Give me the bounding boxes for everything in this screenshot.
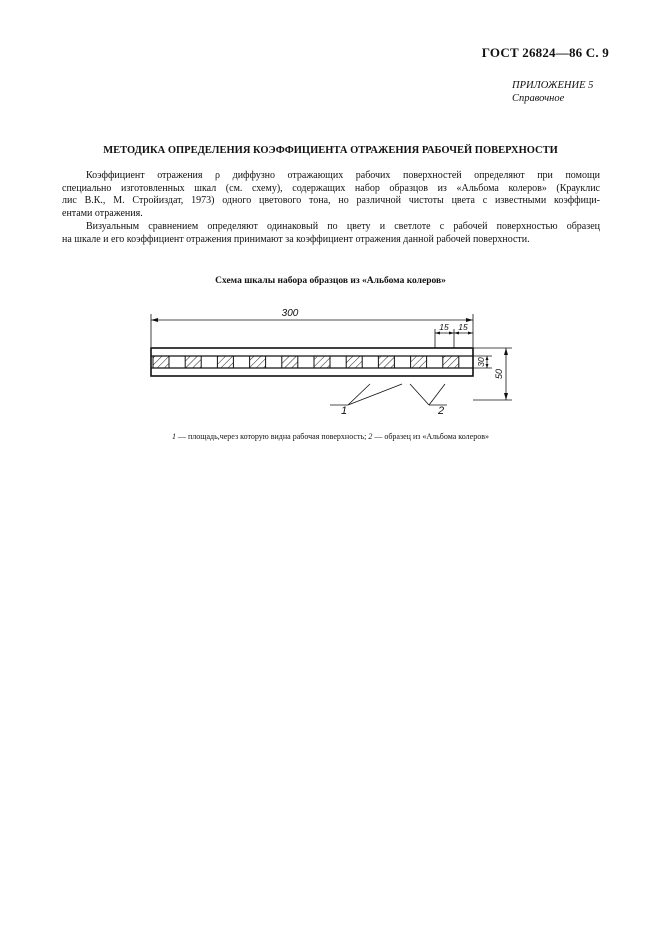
- callout-1-leader-a: [348, 384, 370, 405]
- paragraph-line: ентами отражения.: [62, 207, 143, 219]
- color-sample: [250, 356, 266, 368]
- callout-2-leader-b: [429, 384, 445, 405]
- paragraph-2: [62, 221, 600, 246]
- paragraph-line: Коэффициент отражения ρ диффузно отражающих рабочих поверхностей определяют при помощи: [86, 170, 600, 181]
- annex-block: [512, 79, 593, 105]
- paragraph-line: специально изготовленных шкал (см. схему), содержащих набор образцов из «Альбома колеров» (Крауклис: [62, 182, 600, 194]
- callout-2-leader-a: [410, 384, 429, 405]
- callout-1-label: 1: [340, 405, 348, 417]
- color-sample: [346, 356, 362, 368]
- color-sample: [153, 356, 169, 368]
- caption-text-2: — образец из «Альбома колеров»: [372, 432, 489, 441]
- color-sample: [314, 356, 330, 368]
- color-sample: [378, 356, 394, 368]
- paragraph-line: на шкале и его коэффициент отражения принимают за коэффициент отражения данной рабочей поверхности.: [62, 233, 530, 245]
- dim-label-outer-height: 50: [494, 368, 504, 380]
- paragraph-line: лис В.К., М. Стройиздат, 1973) одного цветового тона, но различной чистоты цвета с известными коэффици-: [62, 195, 600, 207]
- scale-scheme-diagram: [140, 300, 520, 425]
- annex-label: ПРИЛОЖЕНИЕ 5: [512, 80, 594, 91]
- dim-label-pitch-b: 15: [458, 322, 468, 332]
- color-sample: [411, 356, 427, 368]
- figure-caption: [0, 432, 661, 441]
- figure-title: Схема шкалы набора образцов из «Альбома колеров»: [215, 276, 446, 286]
- paragraph-line: Визуальным сравнением определяют одинаковый по цвету и светлоте с рабочей поверхностью образец: [86, 221, 600, 232]
- section-title: МЕТОДИКА ОПРЕДЕЛЕНИЯ КОЭФФИЦИЕНТА ОТРАЖЕНИЯ РАБОЧЕЙ ПОВЕРХНОСТИ: [103, 145, 558, 156]
- caption-num-1: 1: [172, 432, 177, 441]
- callout-2-label: 2: [437, 405, 445, 417]
- caption-text-1: — площадь,через которую видна рабочая поверхность;: [176, 432, 369, 441]
- page-header: ГОСТ 26824—86 С. 9: [481, 45, 609, 60]
- color-sample: [282, 356, 298, 368]
- dim-label-pitch-a: 15: [439, 322, 449, 332]
- annex-type: Справочное: [512, 93, 565, 104]
- color-sample: [217, 356, 233, 368]
- paragraph-1: [62, 170, 600, 220]
- callout-1-leader-b: [348, 384, 402, 405]
- sample-group: [153, 356, 459, 368]
- dim-label-inner-height: 30: [476, 357, 486, 367]
- color-sample: [443, 356, 459, 368]
- color-sample: [185, 356, 201, 368]
- caption-num-2: 2: [368, 432, 373, 441]
- dim-label-length: 300: [281, 308, 299, 319]
